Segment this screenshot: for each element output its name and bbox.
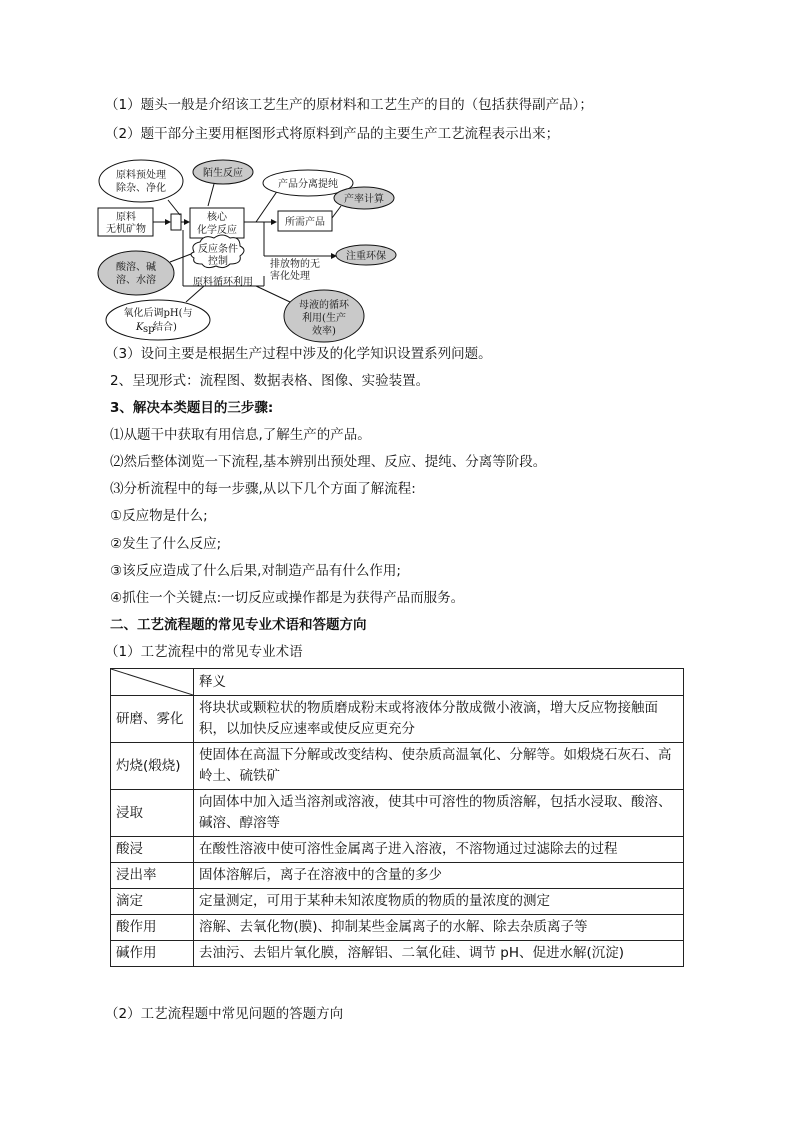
eco-label: 注重环保 bbox=[346, 251, 386, 262]
pretreat-label-1: 原料预处理 bbox=[116, 170, 166, 181]
section-heading: 二、工艺流程题的常见专业术语和答题方向 bbox=[110, 617, 367, 633]
separation-label: 产品分离提纯 bbox=[278, 179, 338, 190]
pretreat-label-2: 除杂、净化 bbox=[116, 183, 166, 194]
core-label-2: 化学反应 bbox=[197, 225, 237, 236]
text-line-1: （1）题头一般是介绍该工艺生产的原材料和工艺生产的目的（包括获得副产品）； bbox=[105, 97, 593, 113]
table-row bbox=[111, 696, 684, 743]
acid-label-2: 溶、水溶 bbox=[116, 275, 156, 286]
table-row bbox=[111, 863, 684, 889]
definition-cell: 溶解、去氧化物(膜)、抑制某些金属离子的水解、除去杂质离子等 bbox=[194, 915, 684, 941]
oxidation-k-symbol: K bbox=[136, 322, 144, 333]
yield-label: 产率计算 bbox=[344, 194, 384, 205]
definition-cell: 去油污、去铝片氧化膜，溶解铝、二氧化硅、调节 pH、促进水解(沉淀) bbox=[194, 941, 684, 967]
table-row bbox=[111, 941, 684, 967]
core-label-1: 核心 bbox=[207, 212, 227, 223]
oxidation-sp-subscript: sp bbox=[143, 324, 155, 335]
oxidation-label-2: 结合) bbox=[153, 322, 177, 333]
table-row bbox=[111, 889, 684, 915]
table-header-definition: 释义 bbox=[194, 669, 684, 696]
process-flow-diagram bbox=[96, 158, 406, 344]
term-cell: 浸取 bbox=[111, 790, 194, 837]
term-cell: 浸出率 bbox=[111, 863, 194, 889]
table-row bbox=[111, 837, 684, 863]
mother-label-2: 利用(生产 bbox=[302, 313, 346, 324]
text-line-3: （3）设问主要是根据生产过程中涉及的化学知识设置系列问题。 bbox=[105, 346, 492, 362]
terms-table bbox=[110, 668, 684, 967]
term-cell: 滴定 bbox=[111, 889, 194, 915]
definition-cell: 将块状或颗粒状的物质磨成粉末或将液体分散成微小液滴，增大反应物接触面积，以加快反应速率或使反应更充分 bbox=[194, 696, 684, 743]
text-line-4: 2、呈现形式：流程图、数据表格、图像、实验装置。 bbox=[110, 373, 430, 389]
waste-label-1: 排放物的无 bbox=[270, 259, 320, 270]
text-line-2: （2）题干部分主要用框图形式将原料到产品的主要生产工艺流程表示出来； bbox=[105, 126, 560, 142]
definition-cell: 固体溶解后，离子在溶液中的含量的多少 bbox=[194, 863, 684, 889]
definition-cell: 使固体在高温下分解或改变结构、使杂质高温氧化、分解等。如煅烧石灰石、高岭土、硫铁矿 bbox=[194, 743, 684, 790]
definition-cell: 在酸性溶液中使可溶性金属离子进入溶液，不溶物通过过滤除去的过程 bbox=[194, 837, 684, 863]
text-line-7: ⑵然后整体浏览一下流程,基本辨别出预处理、反应、提纯、分离等阶段。 bbox=[110, 454, 547, 470]
definition-cell: 向固体中加入适当溶剂或溶液，使其中可溶性的物质溶解，包括水浸取、酸溶、碱溶、醇溶等 bbox=[194, 790, 684, 837]
table-corner-cell bbox=[111, 669, 194, 696]
acid-label-1: 酸溶、碱 bbox=[116, 262, 156, 273]
table-row bbox=[111, 915, 684, 941]
table-header-row bbox=[111, 669, 684, 696]
text-line-12: ④抓住一个关键点:一切反应或操作都是为获得产品而服务。 bbox=[110, 590, 465, 606]
raw-label-1: 原料 bbox=[116, 212, 136, 223]
recycle-label: 原料循环利用 bbox=[193, 277, 253, 288]
product-label: 所需产品 bbox=[285, 217, 325, 228]
table-row bbox=[111, 743, 684, 790]
mother-label-1: 母液的循环 bbox=[299, 300, 349, 311]
text-line-14: （1）工艺流程中的常见专业术语 bbox=[105, 644, 303, 660]
definition-cell: 定量测定，可用于某种未知浓度物质的物质的量浓度的测定 bbox=[194, 889, 684, 915]
raw-label-2: 无机矿物 bbox=[106, 224, 146, 235]
term-cell: 酸浸 bbox=[111, 837, 194, 863]
text-line-10: ②发生了什么反应; bbox=[110, 536, 222, 552]
condition-label-2: 控制 bbox=[208, 256, 228, 267]
table-row bbox=[111, 790, 684, 837]
condition-label-1: 反应条件 bbox=[198, 244, 238, 255]
text-line-5: 3、解决本类题目的三步骤: bbox=[110, 400, 274, 416]
text-line-11: ③该反应造成了什么后果,对制造产品有什么作用; bbox=[110, 563, 401, 579]
term-cell: 碱作用 bbox=[111, 941, 194, 967]
term-cell: 灼烧(煅烧) bbox=[111, 743, 194, 790]
text-line-15: （2）工艺流程题中常见问题的答题方向 bbox=[105, 1006, 344, 1022]
mother-label-3: 效率) bbox=[312, 326, 336, 337]
text-line-9: ①反应物是什么; bbox=[110, 508, 208, 524]
waste-label-2: 害化处理 bbox=[270, 271, 310, 282]
term-cell: 研磨、雾化 bbox=[111, 696, 194, 743]
term-cell: 酸作用 bbox=[111, 915, 194, 941]
diagonal-line bbox=[111, 669, 193, 695]
unfamiliar-label: 陌生反应 bbox=[203, 168, 243, 179]
oxidation-label-1: 氧化后调pH(与 bbox=[123, 308, 193, 319]
text-line-6: ⑴从题干中获取有用信息,了解生产的产品。 bbox=[110, 427, 371, 443]
text-line-8: ⑶分析流程中的每一步骤,从以下几个方面了解流程: bbox=[110, 481, 416, 497]
